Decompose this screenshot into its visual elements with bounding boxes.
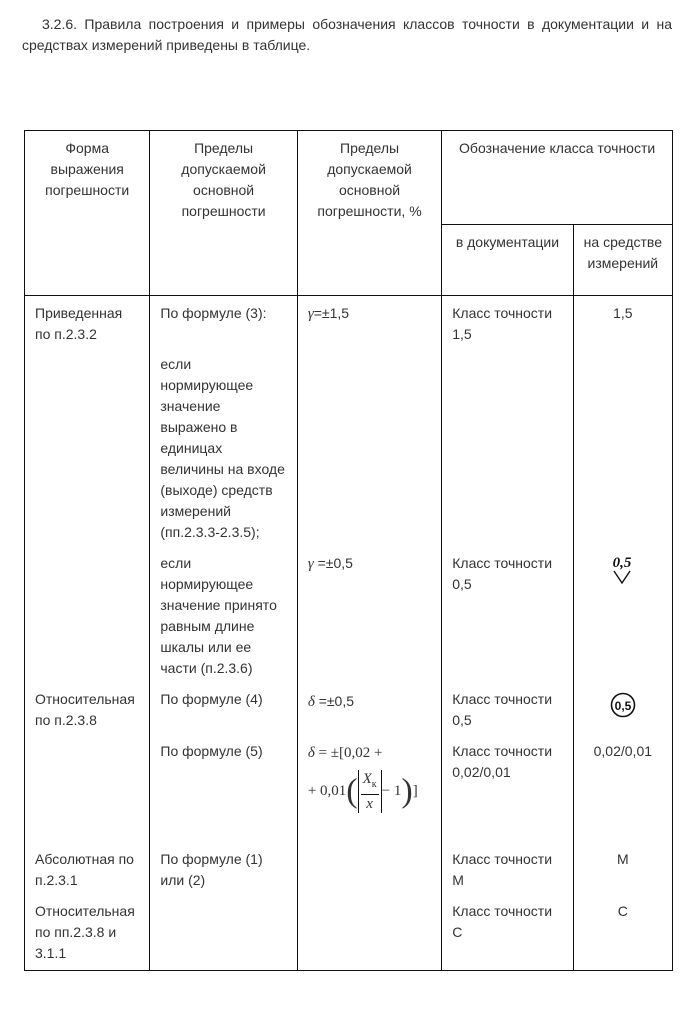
cell-limits xyxy=(150,683,297,735)
delta-symbol: δ xyxy=(307,745,315,761)
fraction: $\frac{X_к}{x}$ xyxy=(362,771,377,812)
table-row xyxy=(25,735,673,843)
table-row xyxy=(25,296,673,548)
cell-instrument: 1,5 xyxy=(573,296,672,548)
cell-limits-pct xyxy=(297,547,441,683)
cell-doc: Класс точности С xyxy=(442,895,573,971)
limits-title: По формуле (4) xyxy=(160,691,263,707)
cell-limits xyxy=(150,895,297,971)
header-form: Форма выражения погрешности xyxy=(25,131,150,296)
cell-limits-pct xyxy=(297,296,441,548)
gamma-symbol: γ xyxy=(307,306,314,322)
cell-doc: Класс точности 0,5 xyxy=(442,547,573,683)
limit-value: =±1,5 xyxy=(313,305,350,321)
limits-title: По формуле (3): xyxy=(160,305,267,321)
cell-form: Относительная по п.2.3.8 xyxy=(25,683,150,735)
cell-doc: Класс точности 0,02/0,01 xyxy=(442,735,573,843)
gamma-symbol: γ xyxy=(307,556,314,572)
cell-formula-5 xyxy=(297,735,441,843)
cell-form: Абсолютная по п.2.3.1 xyxy=(25,843,150,895)
cell-doc: Класс точности 0,5 xyxy=(442,683,573,735)
table-row xyxy=(25,843,673,895)
table-row xyxy=(25,683,673,735)
table-body xyxy=(25,296,673,971)
circled-number-icon xyxy=(609,691,637,719)
formula-line-1: δ = ±[0,02 + xyxy=(307,745,383,761)
cell-limits-pct xyxy=(297,843,441,895)
cell-limits xyxy=(150,735,297,843)
table-row xyxy=(25,895,673,971)
instrument-class-number: 0,5 xyxy=(614,699,632,713)
header-row-1 xyxy=(25,131,673,225)
header-on-instrument: на средстве измерений xyxy=(573,225,672,296)
cell-limits xyxy=(150,296,297,548)
limits-note: если нормирующее значение выражено в единицах величины на входе (выходе) средств измерений (пп.2.3.3-2.3.5); xyxy=(160,356,285,540)
cell-doc: Класс точности М xyxy=(442,843,573,895)
cell-instrument xyxy=(573,547,672,683)
cell-instrument: С xyxy=(573,895,672,971)
limits-note: если нормирующее значение принято равным длине шкалы или ее части (п.2.3.6) xyxy=(160,555,277,676)
header-in-docs: в документации xyxy=(442,225,573,296)
cell-limits-pct xyxy=(297,683,441,735)
check-mark-under-number-icon xyxy=(608,553,638,587)
cell-limits xyxy=(150,547,297,683)
cell-form xyxy=(25,735,150,843)
header-limits-pct: Пределы допускаемой основной погрешности, % xyxy=(297,131,441,296)
accuracy-class-table xyxy=(24,130,673,971)
cell-instrument xyxy=(573,683,672,735)
header-limits: Пределы допускаемой основной погрешности xyxy=(150,131,297,296)
cell-limits-pct xyxy=(297,895,441,971)
limit-value: =±0,5 xyxy=(317,555,353,571)
cell-form xyxy=(25,547,150,683)
intro-paragraph: 3.2.6. Правила построения и примеры обозначения классов точности в документации и на средствах измерений приведены в таблице. xyxy=(22,16,672,53)
table-row xyxy=(25,547,673,683)
formula-line-2: + 0,01( $\frac{X_к}{x}$ − 1)] xyxy=(307,771,418,812)
cell-instrument: М xyxy=(573,843,672,895)
instrument-class-number: 0,5 xyxy=(612,555,632,571)
absolute-value xyxy=(358,770,382,813)
cell-instrument: 0,02/0,01 xyxy=(573,735,672,843)
cell-form: Относительная по пп.2.3.8 и 3.1.1 xyxy=(25,895,150,971)
table-header xyxy=(25,131,673,296)
limits-title: По формуле (5) xyxy=(160,743,263,759)
cell-limits: По формуле (1) или (2) xyxy=(150,843,297,895)
cell-form: Приведенная по п.2.3.2 xyxy=(25,296,150,548)
header-designation: Обозначение класса точности xyxy=(442,131,673,225)
limit-value: =±0,5 xyxy=(318,693,355,709)
cell-doc: Класс точности 1,5 xyxy=(442,296,573,548)
delta-symbol: δ xyxy=(307,694,315,710)
